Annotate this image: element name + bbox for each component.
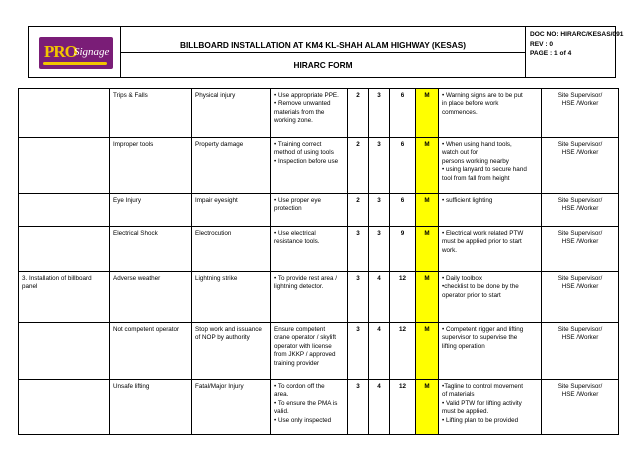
recommended-control-cell-line: supervisor to supervise the — [442, 334, 518, 342]
risk-score-cell: 9 — [390, 227, 416, 272]
recommended-control-cell — [439, 89, 542, 138]
responsible-person-cell — [542, 227, 619, 272]
responsible-person-cell-line: HSE /Worker — [561, 205, 599, 213]
risk-score-cell: 6 — [390, 138, 416, 194]
table-row — [19, 138, 619, 194]
existing-control-cell-line: valid. — [274, 408, 289, 416]
recommended-control-cell — [439, 272, 542, 323]
project-title: BILLBOARD INSTALLATION AT KM4 KL-SHAH ALAM HIGHWAY (KESAS) — [121, 27, 525, 53]
existing-control-cell — [271, 89, 348, 138]
hazard-cell: Unsafe lifting — [110, 380, 192, 435]
recommended-control-cell-line: work. — [442, 246, 458, 254]
recommended-control-cell-line: • Warning signs are to be put — [442, 92, 523, 99]
recommended-control-cell-line: tool from fall from height — [442, 174, 510, 182]
responsible-person-cell-line: Site Supervisor/ — [557, 230, 603, 237]
risk-level-cell: M — [416, 323, 439, 380]
existing-control-cell-line: • Use only inspected — [274, 416, 332, 424]
recommended-control-cell — [439, 380, 542, 435]
work-activity-cell — [19, 323, 110, 380]
existing-control-cell-line: • Use electrical — [274, 230, 316, 237]
existing-control-cell — [271, 272, 348, 323]
work-activity-cell — [19, 227, 110, 272]
hazard-cell: Eye Injury — [110, 194, 192, 227]
responsible-person-cell-line: HSE /Worker — [561, 149, 599, 157]
effect-cell: Electrocution — [192, 227, 271, 272]
existing-control-cell-line: area. — [274, 391, 289, 399]
table-row — [19, 89, 619, 138]
responsible-person-cell-line: Site Supervisor/ — [557, 197, 603, 204]
existing-control-cell-line: working zone. — [274, 117, 313, 125]
doc-number: DOC NO: HIRARC/KESAS/091 — [530, 31, 624, 38]
logo-swoosh — [43, 62, 107, 65]
company-logo — [29, 27, 121, 77]
risk-score-cell: 6 — [390, 89, 416, 138]
severity-cell: 3 — [369, 227, 390, 272]
recommended-control-cell-line: •Tagline to control movement — [442, 383, 523, 390]
recommended-control-cell-line: in place before work — [442, 100, 499, 108]
existing-control-cell-line: • To cordon off the — [274, 383, 325, 390]
recommended-control-cell-line: • Competent rigger and lifting — [442, 326, 524, 333]
recommended-control-cell-line: • Electrical work related PTW — [442, 230, 524, 237]
form-title: HIRARC FORM — [293, 60, 353, 70]
existing-control-cell — [271, 227, 348, 272]
work-activity-cell — [19, 138, 110, 194]
table-row — [19, 323, 619, 380]
existing-control-cell-line: operator with license — [274, 342, 332, 350]
hazard-cell: Electrical Shock — [110, 227, 192, 272]
work-activity-cell — [19, 380, 110, 435]
existing-control-cell-line: Ensure competent — [274, 326, 326, 333]
recommended-control-cell-line: lifting operation — [442, 342, 485, 350]
existing-control-cell-line: • To provide rest area / — [274, 275, 337, 282]
recommended-control-cell-line: • When using hand tools, — [442, 141, 512, 148]
recommended-control-cell-line: commences. — [442, 108, 478, 116]
effect-cell: Fatal/Major Injury — [192, 380, 271, 435]
effect-cell: Lightning strike — [192, 272, 271, 323]
recommended-control-cell-line: • Daily toolbox — [442, 275, 483, 282]
responsible-person-cell-line: HSE /Worker — [561, 283, 599, 291]
hazard-cell: Trips & Falls — [110, 89, 192, 138]
likelihood-cell: 2 — [348, 89, 369, 138]
document-info — [525, 27, 624, 77]
risk-score-cell: 12 — [390, 380, 416, 435]
revision: REV : 0 — [530, 40, 554, 48]
work-activity-cell — [19, 89, 110, 138]
existing-control-cell-line: resistance tools. — [274, 238, 320, 246]
responsible-person-cell — [542, 89, 619, 138]
recommended-control-cell-line: watch out for — [442, 149, 479, 157]
hazard-cell: Not competent operator — [110, 323, 192, 380]
responsible-person-cell-line: HSE /Worker — [561, 238, 599, 246]
severity-cell: 3 — [369, 194, 390, 227]
logo-brand-pro: PRO — [44, 42, 77, 61]
existing-control-cell-line: from JKKP / approved — [274, 351, 336, 359]
work-activity-cell — [19, 194, 110, 227]
risk-level-cell: M — [416, 194, 439, 227]
existing-control-cell-line: training provider — [274, 359, 320, 367]
form-header — [28, 26, 624, 78]
responsible-person-cell — [542, 380, 619, 435]
recommended-control-cell-line: of materials — [442, 391, 475, 399]
effect-cell: Property damage — [192, 138, 271, 194]
page-number: PAGE : 1 of 4 — [530, 50, 572, 57]
recommended-control-cell-line: persons working nearby — [442, 157, 509, 165]
existing-control-cell — [271, 380, 348, 435]
existing-control-cell-line: • Inspection before use — [274, 157, 339, 165]
responsible-person-cell-line: HSE /Worker — [561, 100, 599, 108]
responsible-person-cell-line: Site Supervisor/ — [557, 383, 603, 390]
recommended-control-cell-line: •checklist to be done by the — [442, 283, 519, 291]
effect-cell: Impair eyesight — [192, 194, 271, 227]
recommended-control-cell-line: operator prior to start — [442, 291, 501, 299]
risk-level-cell: M — [416, 138, 439, 194]
table-row — [19, 272, 619, 323]
recommended-control-cell — [439, 323, 542, 380]
severity-cell: 3 — [369, 89, 390, 138]
work-activity-cell: 3. Installation of billboard panel — [19, 272, 110, 323]
existing-control-cell-line: • To ensure the PMA is — [274, 399, 338, 407]
recommended-control-cell-line: • using lanyard to secure hand — [442, 166, 527, 174]
existing-control-cell-line: materials from the — [274, 108, 325, 116]
existing-control-cell-line: protection — [274, 205, 302, 213]
likelihood-cell: 2 — [348, 138, 369, 194]
responsible-person-cell — [542, 272, 619, 323]
logo-brand-signage: Signage — [74, 46, 110, 58]
recommended-control-cell — [439, 138, 542, 194]
likelihood-cell: 3 — [348, 380, 369, 435]
likelihood-cell: 3 — [348, 272, 369, 323]
recommended-control-cell-line: must be applied prior to start — [442, 238, 522, 246]
responsible-person-cell — [542, 138, 619, 194]
risk-level-cell: M — [416, 272, 439, 323]
hazard-cell: Adverse weather — [110, 272, 192, 323]
existing-control-cell-line: • Remove unwanted — [274, 100, 331, 108]
recommended-control-cell-line: must be applied. — [442, 408, 489, 416]
existing-control-cell-line: crane operator / skylift — [274, 334, 336, 342]
responsible-person-cell-line: Site Supervisor/ — [557, 141, 603, 148]
hazard-cell: Improper tools — [110, 138, 192, 194]
responsible-person-cell-line: Site Supervisor/ — [557, 92, 603, 99]
hirarc-table — [18, 88, 619, 435]
risk-score-cell: 12 — [390, 323, 416, 380]
risk-level-cell: M — [416, 380, 439, 435]
risk-score-cell: 6 — [390, 194, 416, 227]
recommended-control-cell-line: • Valid PTW for lifting activity — [442, 399, 522, 407]
recommended-control-cell — [439, 194, 542, 227]
severity-cell: 4 — [369, 323, 390, 380]
severity-cell: 4 — [369, 380, 390, 435]
risk-score-cell: 12 — [390, 272, 416, 323]
risk-level-cell: M — [416, 89, 439, 138]
likelihood-cell: 2 — [348, 194, 369, 227]
severity-cell: 3 — [369, 138, 390, 194]
recommended-control-cell-line: • Lifting plan to be provided — [442, 416, 519, 424]
table-row — [19, 194, 619, 227]
table-row — [19, 380, 619, 435]
responsible-person-cell-line: Site Supervisor/ — [557, 275, 603, 282]
responsible-person-cell — [542, 194, 619, 227]
effect-cell: Stop work and issuance of NOP by authority — [192, 323, 271, 380]
existing-control-cell-line: • Use appropriate PPE. — [274, 92, 339, 99]
existing-control-cell-line: • Use proper eye — [274, 197, 322, 204]
recommended-control-cell — [439, 227, 542, 272]
severity-cell: 4 — [369, 272, 390, 323]
effect-cell: Physical injury — [192, 89, 271, 138]
likelihood-cell: 3 — [348, 227, 369, 272]
responsible-person-cell — [542, 323, 619, 380]
responsible-person-cell-line: HSE /Worker — [561, 334, 599, 342]
recommended-control-cell-line: • sufficient lighting — [442, 197, 493, 204]
risk-level-cell: M — [416, 227, 439, 272]
table-row — [19, 227, 619, 272]
responsible-person-cell-line: Site Supervisor/ — [557, 326, 603, 333]
existing-control-cell — [271, 323, 348, 380]
existing-control-cell — [271, 138, 348, 194]
likelihood-cell: 3 — [348, 323, 369, 380]
existing-control-cell-line: • Training correct — [274, 141, 322, 148]
existing-control-cell-line: method of using tools — [274, 149, 334, 157]
responsible-person-cell-line: HSE /Worker — [561, 391, 599, 399]
existing-control-cell-line: lightning detector. — [274, 283, 324, 291]
existing-control-cell — [271, 194, 348, 227]
